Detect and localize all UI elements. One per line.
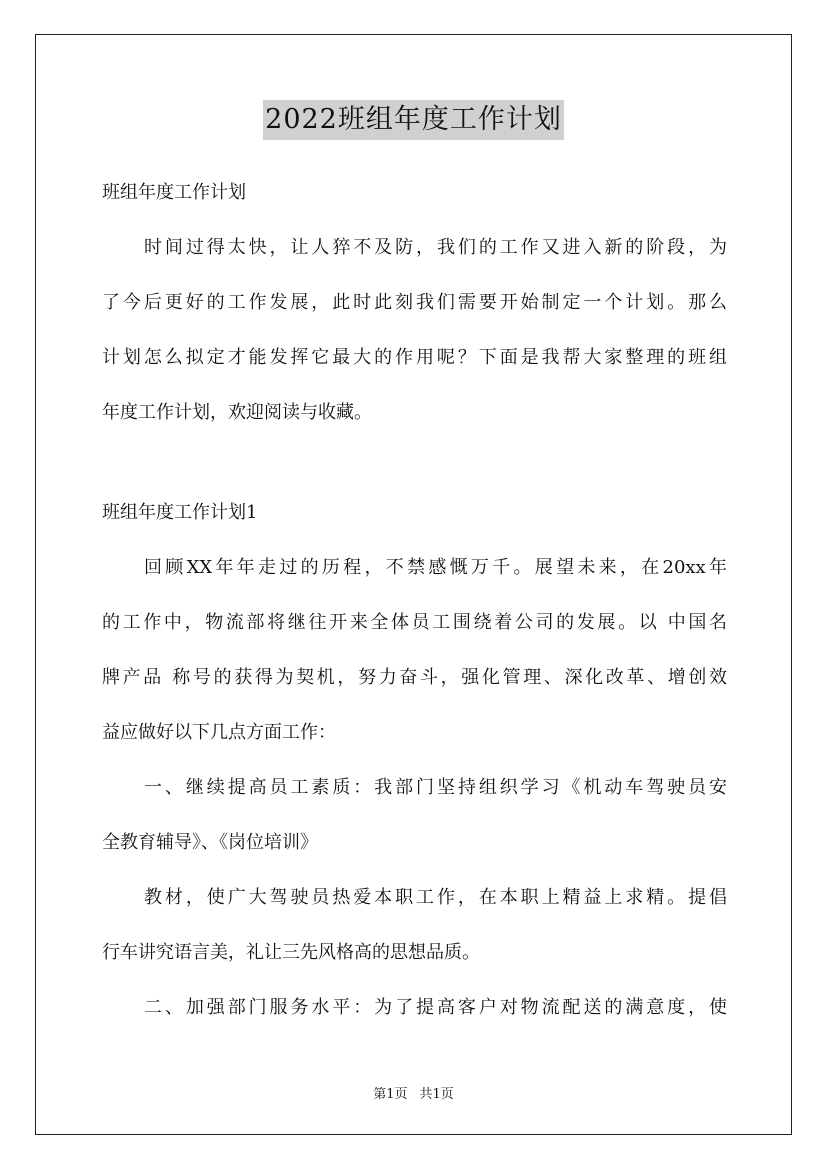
page-number: 第1页: [373, 1087, 408, 1102]
text-line: 了今后更好的工作发展，此时此刻我们需要开始制定一个计划。那么: [102, 292, 727, 313]
text-line: 班组年度工作计划1: [102, 502, 258, 523]
text-line: 教材，使广大驾驶员热爱本职工作，在本职上精益上求精。提倡: [144, 887, 727, 908]
text-line: 年度工作计划，欢迎阅读与收藏。: [102, 402, 372, 423]
paragraph-spacer: [102, 444, 727, 489]
text-line: 的工作中，物流部将继往开来全体员工围绕着公司的发展。以 中国名: [102, 612, 727, 633]
document-title: 2022班组年度工作计划: [263, 100, 564, 140]
page-footer: [0, 1083, 827, 1102]
text-line: 全教育辅导》、《岗位培训》: [102, 832, 318, 853]
text-line: 一、继续提高员工素质：我部门坚持组织学习《机动车驾驶员安: [144, 777, 727, 798]
text-line: 计划怎么拟定才能发挥它最大的作用呢？下面是我帮大家整理的班组: [102, 347, 727, 368]
text-line: 回顾XX年年走过的历程，不禁感慨万千。展望未来，在20xx年: [144, 557, 727, 578]
text-line: 班组年度工作计划: [102, 182, 246, 203]
document-body: [102, 169, 727, 1039]
text-line: 时间过得太快，让人猝不及防，我们的工作又进入新的阶段，为: [144, 237, 727, 258]
text-line: 行车讲究语言美，礼让三先风格高的思想品质。: [102, 942, 480, 963]
text-line: 牌产品 称号的获得为契机，努力奋斗，强化管理、深化改革、增创效: [102, 667, 727, 688]
title-container: [0, 100, 827, 140]
page-total: 共1页: [419, 1087, 454, 1102]
text-line: 益应做好以下几点方面工作：: [102, 722, 336, 743]
text-line: 二、加强部门服务水平：为了提高客户对物流配送的满意度，使: [144, 997, 727, 1018]
